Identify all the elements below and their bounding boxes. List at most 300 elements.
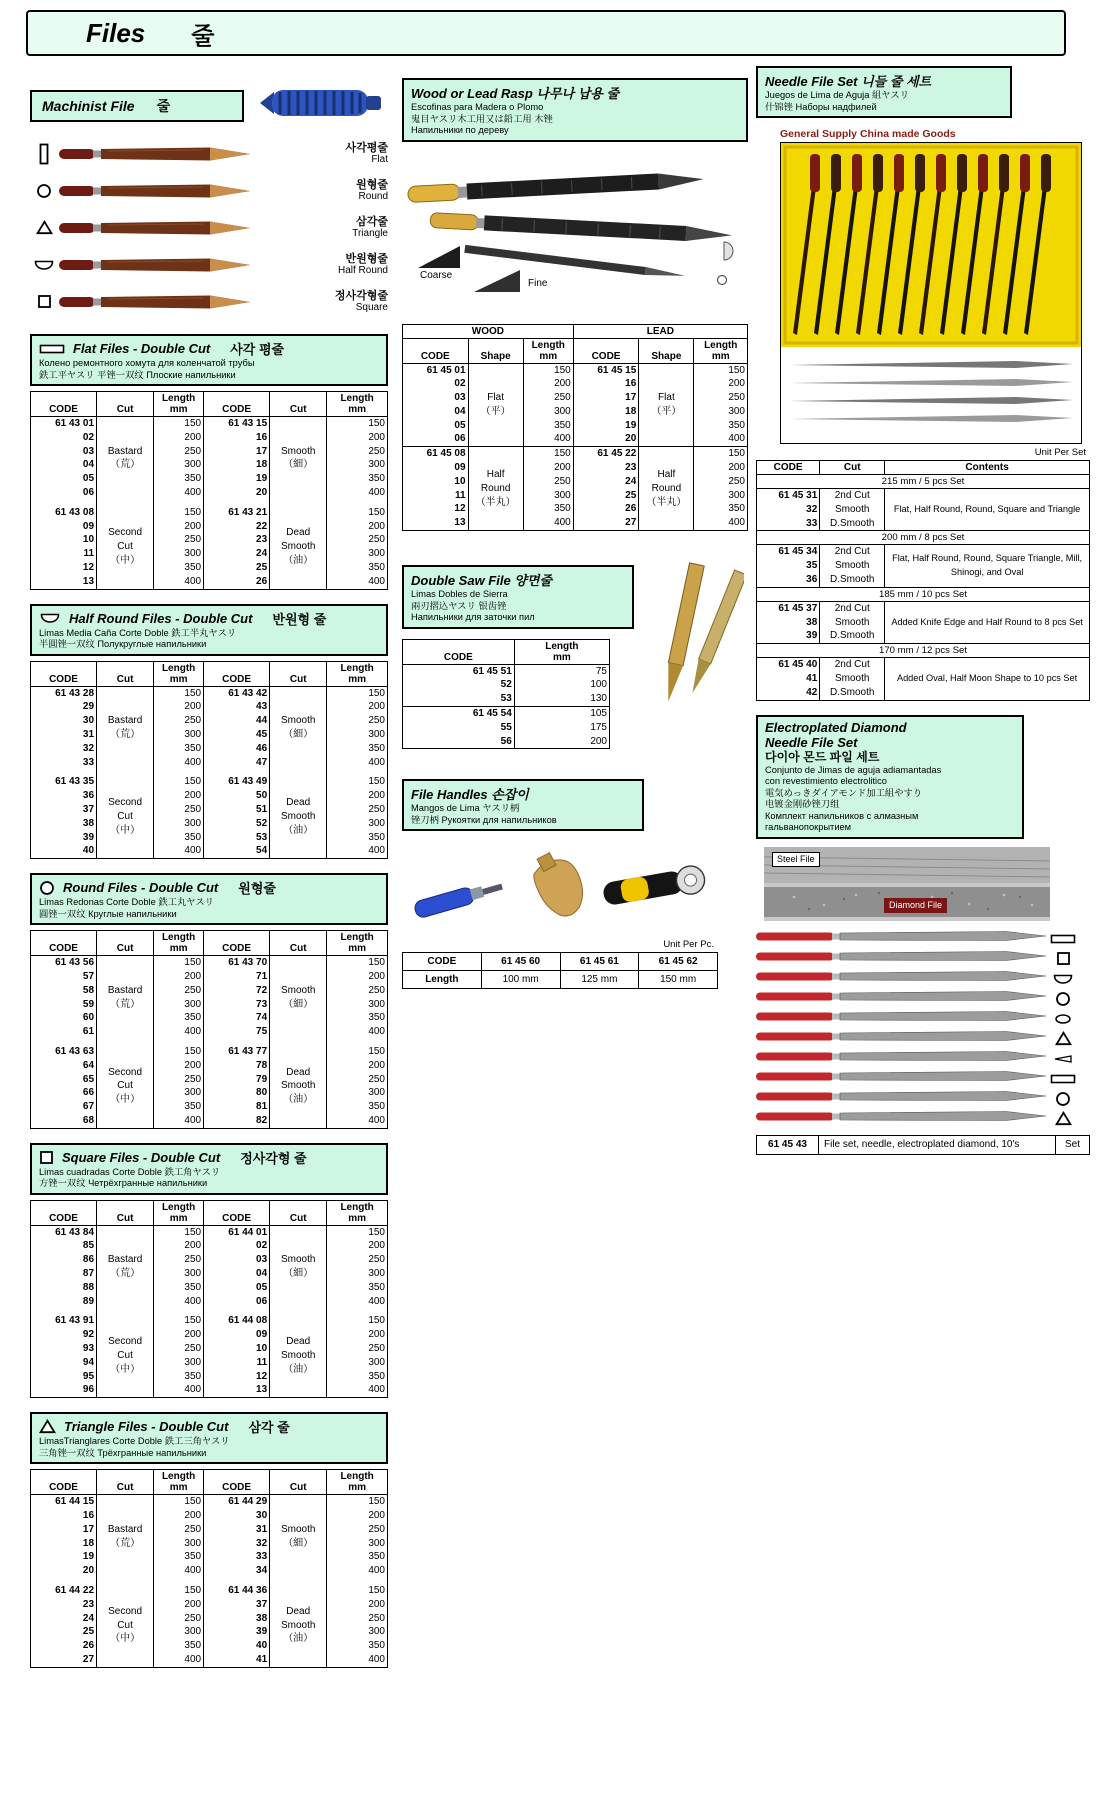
diamond-set-subtitle: con revestimiento electrolitico [765,776,887,787]
length-cell: 300 [154,817,204,831]
code-cell: 23 [204,533,270,547]
length-cell: 200 [523,461,573,475]
length-cell: 400 [154,1025,204,1039]
code-cell: 31 [82,728,95,740]
length-cell: 300 [523,489,573,503]
length-cell: 400 [694,432,748,446]
cut-cell: D.Smooth [820,686,885,700]
handles-illustration [402,837,748,936]
code-cell: 18 [82,1537,95,1549]
needle-file-illustration [756,1108,1048,1129]
machinist-shape-row [30,209,388,246]
length-cell: 250 [154,445,204,459]
column-header: CODE [573,338,639,363]
steel-file-label: Steel File [772,852,820,867]
code-cell: 82 [204,1114,270,1128]
column-header: Cut [97,1470,154,1495]
code-cell: 87 [82,1268,95,1280]
code-cell: 16 [573,377,639,391]
code-cell: 61 44 36 [204,1584,270,1598]
code-cell: 02 [454,378,466,390]
diamond-file-row [756,969,1090,989]
column-header: Length mm [327,661,388,686]
shape-label-english: Square [355,301,388,313]
length-cell: 250 [523,475,573,489]
file-section-subtitle: 三角锉一双纹 Трёхгранные напильники [39,1447,207,1458]
code-cell: 61 [82,1026,95,1038]
needle-set-sub-ru: 什锦锉 Наборы надфилей [765,101,877,112]
file-section [30,1143,388,1399]
length-cell: 150 [154,417,204,431]
code-cell: 39 [204,1625,270,1639]
square-icon [30,294,58,309]
code-cell: 92 [82,1329,95,1341]
length-cell: 400 [523,516,573,530]
code-cell: 50 [204,789,270,803]
column-header: CODE [204,931,270,956]
code-cell: 60 [82,1012,95,1024]
file-section-subtitle: Колено ремонтного хомута для коленчатой трубы [39,358,255,368]
code-cell: 17 [82,1523,95,1535]
code-cell: 05 [82,473,95,485]
double-saw-sub-jp: 兩刃摺込ヤスリ 银齿锉 [411,600,507,611]
length-cell: 350 [154,472,204,486]
diamond-file-row [756,1049,1090,1069]
length-cell: 250 [154,803,204,817]
diamond-set-header [756,715,1024,839]
length-cell: 350 [154,1550,204,1564]
code-cell: 06 [82,486,95,498]
code-cell: 20 [573,432,639,446]
round-icon [30,183,58,199]
column-header: Length mm [154,661,204,686]
length-cell: 100 [514,678,609,692]
column-header: Contents [885,461,1090,475]
shape-labels [296,142,388,166]
length-cell: 250 [327,1073,388,1087]
file-section-subtitle: 圓锉一双纹 Круглые напильники [39,908,177,919]
file-table [30,391,388,590]
wood-lead-title: Wood or Lead Rasp 나무나 납용 줄 [411,86,620,101]
saw-file-image [640,559,744,722]
length-cell: 400 [694,516,748,530]
code-cell: 38 [204,1612,270,1626]
column-header: CODE [31,1470,97,1495]
diamond-file-row [756,949,1090,969]
length-cell: 350 [327,472,388,486]
flatv-icon [30,143,58,165]
shape-label-english: Triangle [352,227,388,239]
code-cell: 24 [573,475,639,489]
length-cell: 250 [327,533,388,547]
length-cell: 200 [327,1509,388,1523]
length-cell: 300 [327,1086,388,1100]
round-icon [1048,1091,1078,1107]
double-saw-block [402,565,748,749]
page-title-korean: 줄 [191,22,215,50]
code-cell: 10 [204,1342,270,1356]
unit-per-pc-label: Unit Per Pc. [663,939,714,951]
length-cell: 200 [327,431,388,445]
diamond-file-row [756,1069,1090,1089]
column-header: Cut [97,661,154,686]
diamond-file-row [756,1109,1090,1129]
length-cell: 300 [327,1625,388,1639]
code-cell: 06 [204,1295,270,1309]
length-cell: 200 [327,700,388,714]
needle-file-illustration [756,948,1048,969]
length-cell: 250 [327,1342,388,1356]
length-cell: 400 [154,575,204,589]
length-cell: 200 [154,431,204,445]
code-cell: 20 [82,1565,95,1577]
machinist-shape-row [30,246,388,283]
length-cell: 250 [523,391,573,405]
code-cell: 81 [204,1100,270,1114]
code-cell: 58 [82,984,95,996]
length-cell: 350 [327,1370,388,1384]
cut-cell: Flat （平） [468,363,523,447]
file-section [30,604,388,860]
column-header: Length mm [327,392,388,417]
length-cell: 250 [154,1342,204,1356]
length-cell: 400 [154,844,204,858]
code-cell: 45 [204,728,270,742]
length-cell: 200 [327,1328,388,1342]
code-cell: 55 [500,721,512,733]
code-cell: 52 [204,817,270,831]
shape-labels [296,216,388,240]
file-handles-title: File Handles 손잡이 [411,787,529,803]
needle-set-header [756,66,1012,118]
knife-icon [1048,1054,1078,1064]
cut-cell: D.Smooth [820,629,885,643]
file-illustration [58,218,296,238]
cut-cell: Dead Smooth （油） [270,1584,327,1667]
code-cell: 61 43 84 [55,1226,95,1238]
shape-label-korean: 반원형줄 [345,252,388,265]
length-cell: 150 [154,1045,204,1059]
cut-cell: Flat （平） [639,363,694,447]
length-cell: 150 [327,956,388,970]
length-cell: 300 [154,458,204,472]
code-cell: 09 [82,520,95,532]
code-cell: 80 [204,1086,270,1100]
file-handles-sub-ru: 锉刀柄 Рукоятки для напильников [411,814,557,825]
length-cell: 150 [327,1495,388,1509]
code-cell: 33 [806,517,818,529]
diamond-set-code: 61 45 43 [757,1135,819,1154]
machinist-file-title: Machinist File [42,97,135,114]
code-cell: 56 [500,735,512,747]
left-column [30,84,388,1668]
cut-cell: Dead Smooth （油） [270,1045,327,1128]
machinist-shape-list [30,135,388,320]
length-cell: 300 [694,489,748,503]
file-section-subtitle: Limas Redonas Corte Doble 鉄工丸ヤスリ [39,897,214,908]
code-cell: 95 [82,1370,95,1382]
cut-cell: Dead Smooth （油） [270,1314,327,1397]
length-cell: 150 [327,1314,388,1328]
length-cell: 150 [523,363,573,377]
length-cell: 400 [327,575,388,589]
row-label: Length [403,971,482,989]
diamond-file-label: Diamond File [884,898,947,913]
length-cell: 250 [694,475,748,489]
column-header: Length mm [154,1470,204,1495]
wood-lead-sub-es: Escofinas para Madera o Plomo [411,102,544,112]
length-cell: 150 [523,447,573,461]
needle-file-illustration [756,928,1048,949]
middle-column [402,66,748,989]
code-cell: 05 [454,419,466,431]
file-section-title-korean: 정사각형 줄 [240,1150,307,1166]
shape-label-english: Round [358,190,388,202]
code-cell: 02 [82,431,95,443]
length-cell: 300 [694,405,748,419]
length-cell: 75 [514,664,609,678]
code-cell: 61 45 22 [573,447,639,461]
needle-set-sub-es: Juegos de Lima de Aguja 組ヤスリ [765,90,909,100]
cut-cell: 2nd Cut [820,489,885,503]
code-cell: 03 [454,392,466,404]
length-cell: 150 [154,775,204,789]
code-cell: 36 [806,573,818,585]
code-cell: 59 [82,998,95,1010]
column-header: Cut [97,392,154,417]
code-cell: 24 [204,547,270,561]
code-cell: 04 [454,405,466,417]
code-cell: 26 [82,1640,95,1652]
code-cell: 17 [573,391,639,405]
flat-icon [1048,932,1078,946]
file-section-header [30,334,388,386]
wood-lead-sub-ru: Напильники по дереву [411,125,509,135]
length-cell: 250 [154,1612,204,1626]
length-cell: 350 [154,1639,204,1653]
code-cell: 73 [204,998,270,1012]
length-cell: 350 [154,1281,204,1295]
cut-cell: Second Cut （中） [97,506,154,589]
code-cell: 37 [82,803,95,815]
code-cell: 61 45 61 [560,953,639,971]
code-cell: 61 43 28 [55,687,95,699]
length-cell: 250 [327,1523,388,1537]
length-cell: 400 [327,756,388,770]
length-cell: 400 [327,1114,388,1128]
file-section [30,1412,388,1668]
length-cell: 200 [327,970,388,984]
code-cell: 66 [82,1087,95,1099]
diamond-set-subtitle: 电镀金刚砂锉刀组 [765,799,840,810]
diamond-set-subtitle: 電気めっきダイアモンド加工組やすり [765,787,923,798]
file-section-subtitle: 半圓锉一双纹 Полукруглые напильники [39,639,207,650]
file-section-header [30,873,388,925]
length-cell: 300 [327,547,388,561]
length-cell: 300 [327,817,388,831]
square-icon [39,1150,54,1165]
length-cell: 250 [154,1523,204,1537]
diamond-file-row [756,1089,1090,1109]
length-cell: 150 [694,447,748,461]
cut-cell: Bastard （荒） [97,417,154,500]
column-header: Length mm [327,1470,388,1495]
round-icon [1048,991,1078,1007]
length-cell: 250 [327,1612,388,1626]
cut-cell: Smooth [820,559,885,573]
length-cell: 350 [154,831,204,845]
code-cell: 25 [82,1626,95,1638]
needle-set-table-wrap [756,460,1090,701]
column-header: CODE [204,392,270,417]
code-cell: 40 [82,845,95,857]
cut-cell: Bastard （荒） [97,956,154,1039]
round-icon [39,880,55,896]
rasp-image [402,150,746,318]
flat-icon [39,342,65,356]
file-section-title: Half Round Files - Double Cut [69,610,253,626]
code-cell: 17 [204,445,270,459]
file-section-subtitle: 方锉一双纹 Четрёхгранные напильники [39,1178,208,1189]
cut-cell: Half Round （半丸） [468,447,523,531]
length-cell: 400 [154,756,204,770]
code-cell: 18 [573,405,639,419]
length-cell: 300 [154,998,204,1012]
contents-cell: Added Oval, Half Moon Shape to 10 pcs Set [885,658,1090,700]
diamond-set-description: File set, needle, electroplated diamond, 10's [819,1135,1056,1154]
length-cell: 300 [154,1537,204,1551]
length-cell: 105 [514,706,609,720]
code-cell: 04 [82,459,95,471]
code-cell: 38 [806,616,818,628]
page-title-box [26,10,1066,56]
code-cell: 61 43 91 [55,1315,95,1327]
code-cell: 41 [204,1653,270,1667]
needle-photo-caption: General Supply China made Goods [780,128,956,140]
length-cell: 150 [327,506,388,520]
length-cell: 200 [327,789,388,803]
length-cell: 250 [327,1253,388,1267]
length-cell: 150 [327,417,388,431]
flat-icon [1048,1072,1078,1086]
code-cell: 88 [82,1281,95,1293]
length-cell: 150 [327,775,388,789]
code-cell: 61 43 49 [204,775,270,789]
wood-lead-table [402,324,748,532]
column-header: Length mm [154,392,204,417]
length-cell: 150 [154,1314,204,1328]
diamond-file-row [756,929,1090,949]
code-cell: 29 [82,701,95,713]
needle-file-illustration [756,1008,1048,1029]
length-cell: 250 [694,391,748,405]
wood-lead-sub-jp: 鬼目ヤスリ木工用又は鉛工用 木锉 [411,113,553,124]
column-header: Length mm [327,1200,388,1225]
file-section-title: Square Files - Double Cut [62,1149,221,1165]
needle-file-illustration [756,988,1048,1009]
code-cell: 25 [204,561,270,575]
code-cell: 33 [204,1550,270,1564]
column-header: Length mm [154,931,204,956]
length-cell: 250 [327,445,388,459]
length-cell: 400 [154,486,204,500]
length-cell: 400 [327,1025,388,1039]
column-header: CODE [204,661,270,686]
code-cell: 30 [82,715,95,727]
code-cell: 47 [204,756,270,770]
length-cell: 250 [327,984,388,998]
code-cell: 61 45 01 [426,364,466,376]
code-cell: 35 [806,560,818,572]
halfround-icon [39,611,61,625]
length-cell: 175 [514,721,609,735]
code-cell: 41 [806,672,818,684]
code-cell: 57 [82,970,95,982]
shape-labels [296,253,388,277]
length-cell: 100 mm [481,971,560,989]
length-cell: 400 [523,432,573,446]
length-cell: 125 mm [560,971,639,989]
length-cell: 150 [327,1045,388,1059]
set-size-header: 200 mm / 8 pcs Set [757,531,1090,545]
code-cell: 11 [83,548,95,560]
code-cell: 32 [82,742,95,754]
file-handles-header [402,779,644,831]
cut-cell: Smooth [820,616,885,630]
unit-per-set-label: Unit Per Set [1034,447,1086,458]
column-header: CODE [403,338,469,363]
square-icon [1048,951,1078,966]
length-cell: 300 [327,458,388,472]
file-section-header [30,1143,388,1195]
code-cell: 61 45 37 [778,602,818,614]
code-cell: 39 [806,630,818,642]
machinist-shape-row [30,172,388,209]
triangle-icon [1048,1111,1078,1126]
code-cell: 61 45 40 [778,659,818,671]
needle-set-photo-image [781,143,1081,443]
code-cell: 24 [82,1612,95,1624]
length-cell: 200 [154,1059,204,1073]
cut-cell: Bastard （荒） [97,1225,154,1308]
cut-cell: Smooth （細） [270,1495,327,1578]
diamond-set-subtitles [765,765,1015,834]
shape-label-english: Half Round [337,264,388,276]
page-title: Files [86,17,146,48]
fine-label: Fine [528,277,548,289]
code-cell: 67 [82,1101,95,1113]
cut-cell: Bastard （荒） [97,1495,154,1578]
machinist-shape-row [30,283,388,320]
code-cell: 06 [454,433,466,445]
code-cell: 96 [82,1384,95,1396]
code-cell: 38 [82,817,95,829]
code-cell: 34 [204,1564,270,1578]
needle-file-illustration [756,1048,1048,1069]
length-cell: 350 [694,502,748,516]
length-cell: 350 [523,502,573,516]
needle-set-photo [780,142,1082,444]
handles-table-wrap [402,952,748,989]
contents-cell: Flat, Half Round, Round, Square and Triangle [885,489,1090,531]
shape-label-korean: 정사각형줄 [334,289,388,302]
column-header: Cut [270,392,327,417]
needle-set-table [756,460,1090,701]
rasp-illustration [402,150,748,318]
double-saw-sub-ru: Напильники для заточки пил [411,612,535,623]
length-cell: 250 [154,1253,204,1267]
code-cell: 61 43 77 [204,1045,270,1059]
